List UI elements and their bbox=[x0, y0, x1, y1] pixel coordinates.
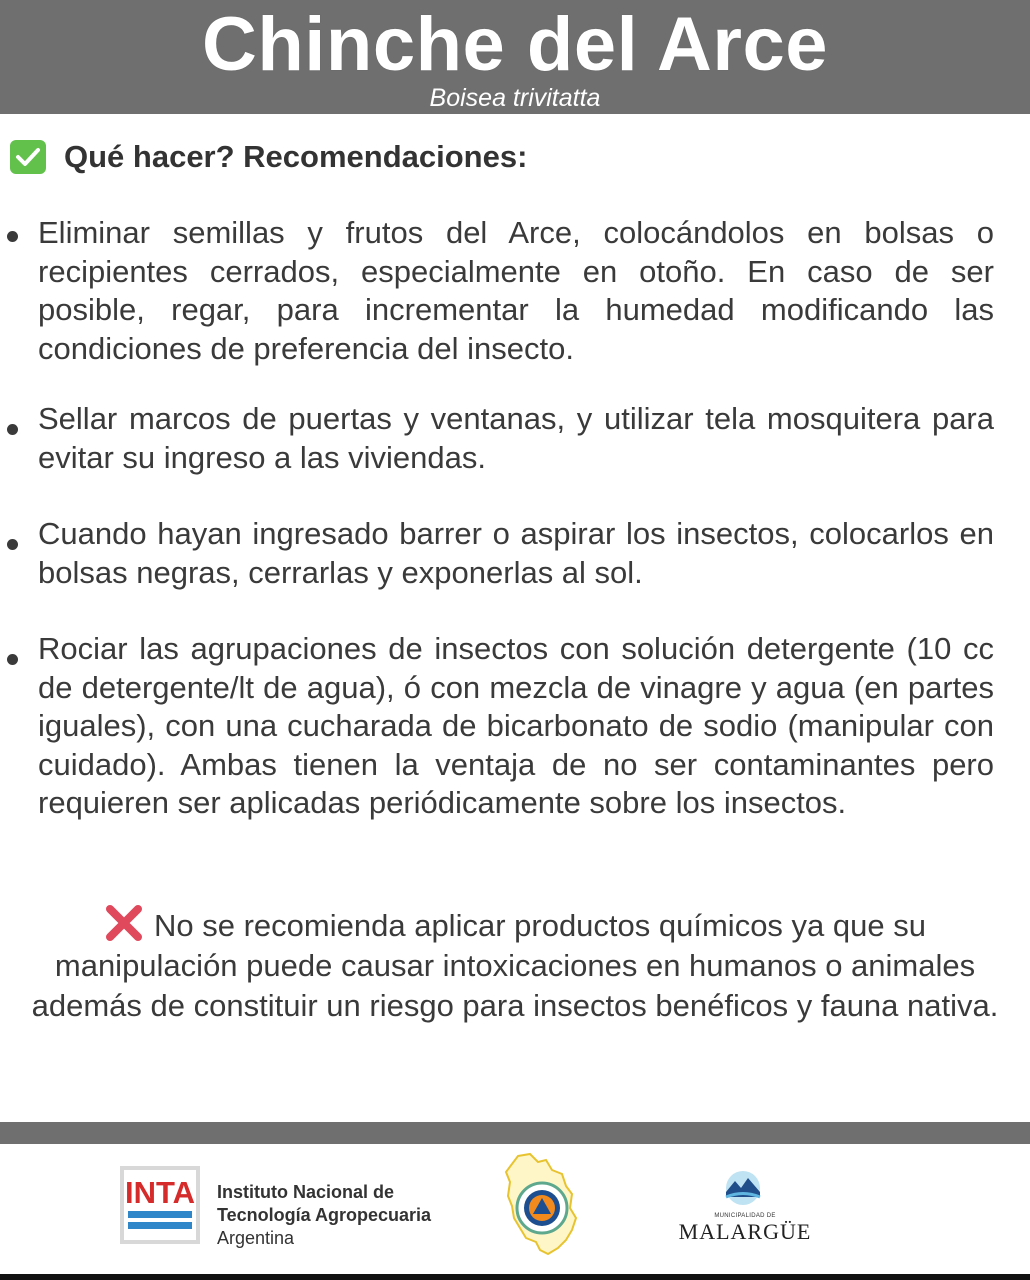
list-item-text: Cuando hayan ingresado barrer o aspirar los insectos, colocarlos en bolsas negras, cerrarlas y exponerlas al sol. bbox=[38, 516, 994, 590]
list-item-text: Rociar las agrupaciones de insectos con solución detergente (10 cc de detergente/lt de agua), ó con mezcla de vinagre y agua (en partes iguales), con una cucharada de bicarbonato de sodio (manipular con cuidado). Ambas tienen la ventaja de no ser contaminantes pero requieren ser aplicadas periódicamente sobre los insectos. bbox=[38, 631, 994, 820]
section-heading-text: Qué hacer? Recomendaciones: bbox=[64, 139, 528, 174]
malargue-logo-icon bbox=[722, 1170, 764, 1206]
inta-name-line-1: Instituto Nacional de bbox=[217, 1182, 395, 1202]
check-mark-icon bbox=[10, 140, 46, 174]
warning-note bbox=[20, 905, 1010, 1026]
inta-name bbox=[217, 1181, 431, 1250]
bullet-icon bbox=[7, 231, 18, 242]
page-title: Chinche del Arce bbox=[201, 2, 829, 87]
inta-country: Argentina bbox=[217, 1228, 295, 1248]
bullet-icon bbox=[7, 539, 18, 550]
bottom-edge bbox=[0, 1274, 1030, 1280]
bullet-icon bbox=[7, 654, 18, 665]
proteccion-civil-logo bbox=[500, 1152, 580, 1256]
inta-logo bbox=[120, 1166, 200, 1244]
warning-text: No se recomienda aplicar productos químicos ya que su manipulación puede causar intoxicaciones en humanos o animales además de constituir un riesgo para insectos benéficos y fauna nativa. bbox=[31, 908, 999, 1023]
bullet-icon bbox=[7, 424, 18, 435]
footer-divider bbox=[0, 1122, 1030, 1144]
list-item-text: Sellar marcos de puertas y ventanas, y utilizar tela mosquitera para evitar su ingreso a las viviendas. bbox=[38, 401, 994, 475]
list-item-text: Eliminar semillas y frutos del Arce, colocándolos en bolsas o recipientes cerrados, especialmente en otoño. En caso de ser posible, regar, para incrementar la humedad modificando las condiciones de preferencia del insecto. bbox=[38, 215, 994, 366]
section-heading bbox=[10, 138, 527, 176]
inta-name-line-2: Tecnología Agropecuaria bbox=[217, 1205, 432, 1225]
cross-mark-icon bbox=[104, 905, 144, 941]
inta-logo-text: INTA bbox=[124, 1175, 196, 1210]
scientific-name: Boisea trivitatta bbox=[429, 84, 601, 112]
municipality-label: MUNICIPALIDAD DE bbox=[714, 1213, 776, 1219]
header-banner bbox=[0, 0, 1030, 114]
municipality-name: MALARGÜE bbox=[678, 1219, 812, 1244]
